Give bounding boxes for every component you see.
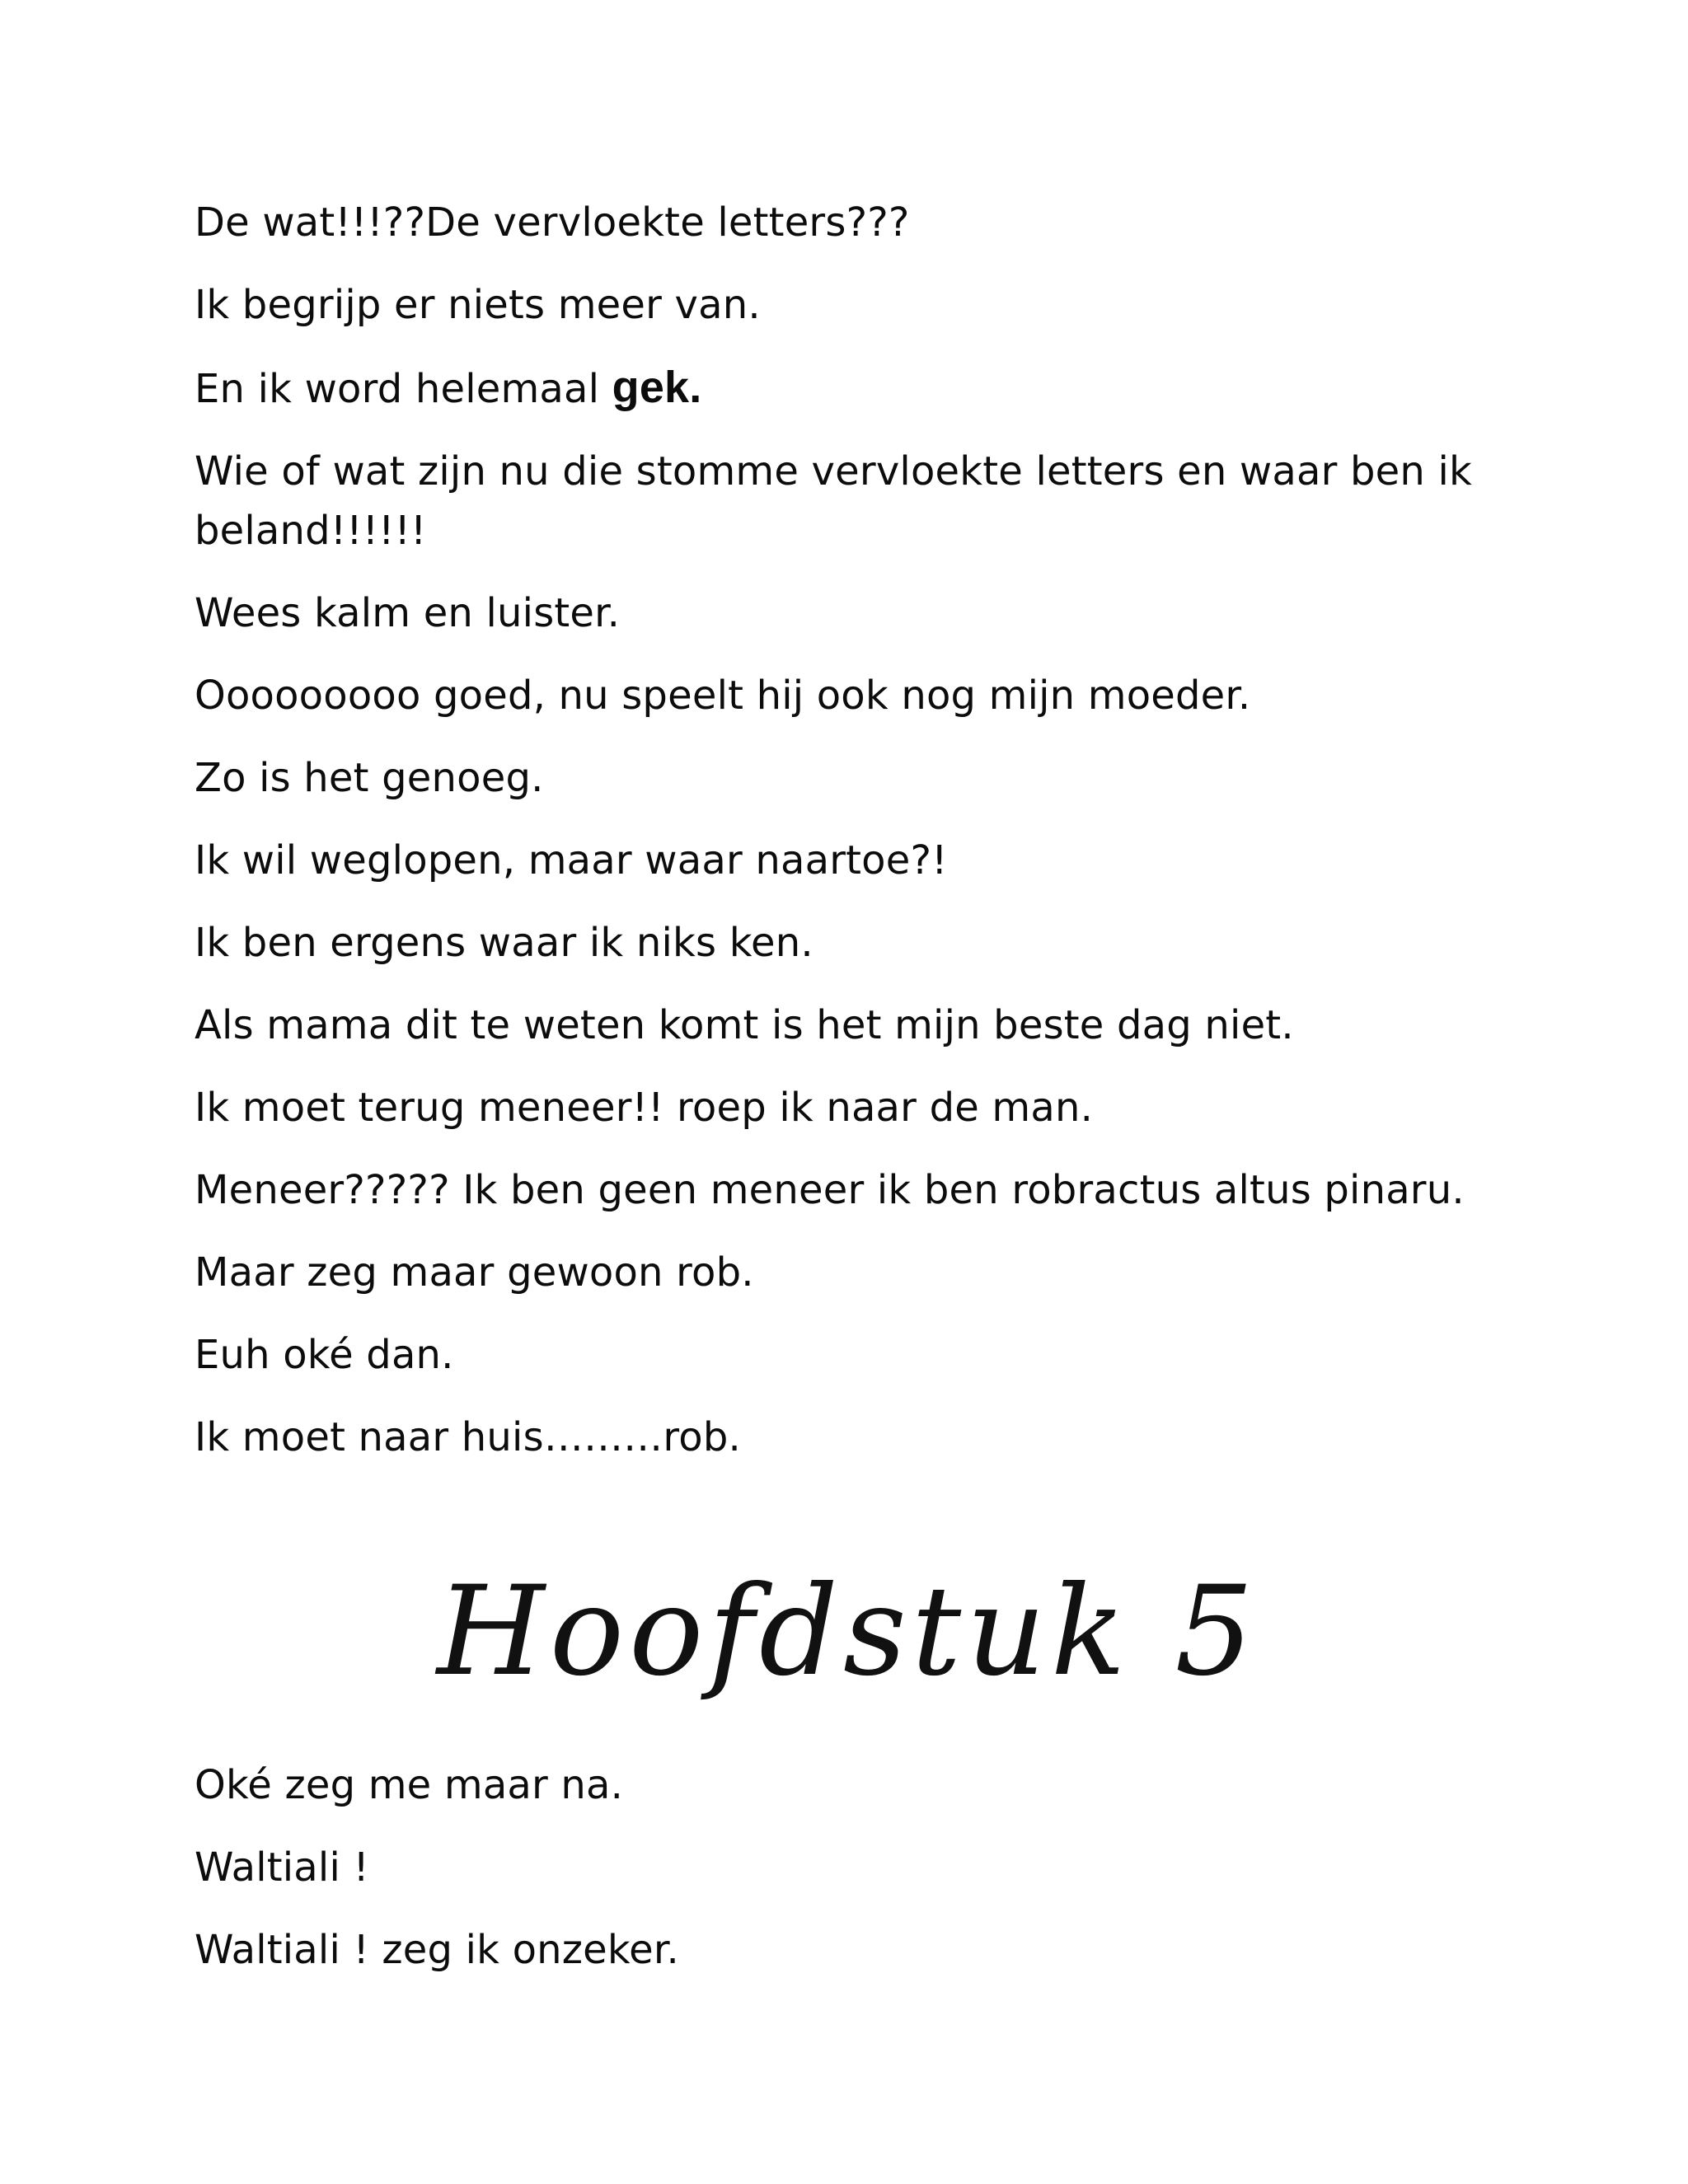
paragraph: Waltiali ! zeg ik onzeker. [195,1927,679,1973]
chapter-heading: Hoofdstuk 5 [437,1560,1259,1704]
paragraph: Ik wil weglopen, maar waar naartoe?! [195,837,948,883]
paragraph: Als mama dit te weten komt is het mijn beste dag niet. [195,1002,1294,1048]
paragraph: Ik ben ergens waar ik niks ken. [195,920,814,966]
paragraph: Wees kalm en luister. [195,590,621,636]
paragraph-gek [195,358,1480,419]
story-text-top [195,193,1480,1490]
paragraph: Zo is het genoeg. [195,755,544,801]
paragraph: De wat!!!??De vervloekte letters??? [195,199,910,246]
story-text-bottom [195,1755,1480,2003]
paragraph: Wie of wat zijn nu die stomme vervloekte letters en waar ben ik beland!!!!!! [195,448,1473,554]
paragraph: Waltiali ! [195,1844,369,1891]
paragraph: Maar zeg maar gewoon rob. [195,1249,754,1296]
bold-word-gek: gek. [612,363,702,412]
paragraph: Ik begrijp er niets meer van. [195,282,761,328]
paragraph: Oké zeg me maar na. [195,1762,624,1808]
paragraph-gek-prefix: En ik word helemaal [195,366,612,412]
paragraph: Ik moet naar huis………rob. [195,1414,741,1460]
paragraph: Ooooooooo goed, nu speelt hij ook nog mijn moeder. [195,673,1251,719]
paragraph: Ik moet terug meneer!! roep ik naar de man. [195,1085,1094,1131]
paragraph: Meneer????? Ik ben geen meneer ik ben robractus altus pinaru. [195,1167,1465,1213]
paragraph: Euh oké dan. [195,1332,454,1378]
